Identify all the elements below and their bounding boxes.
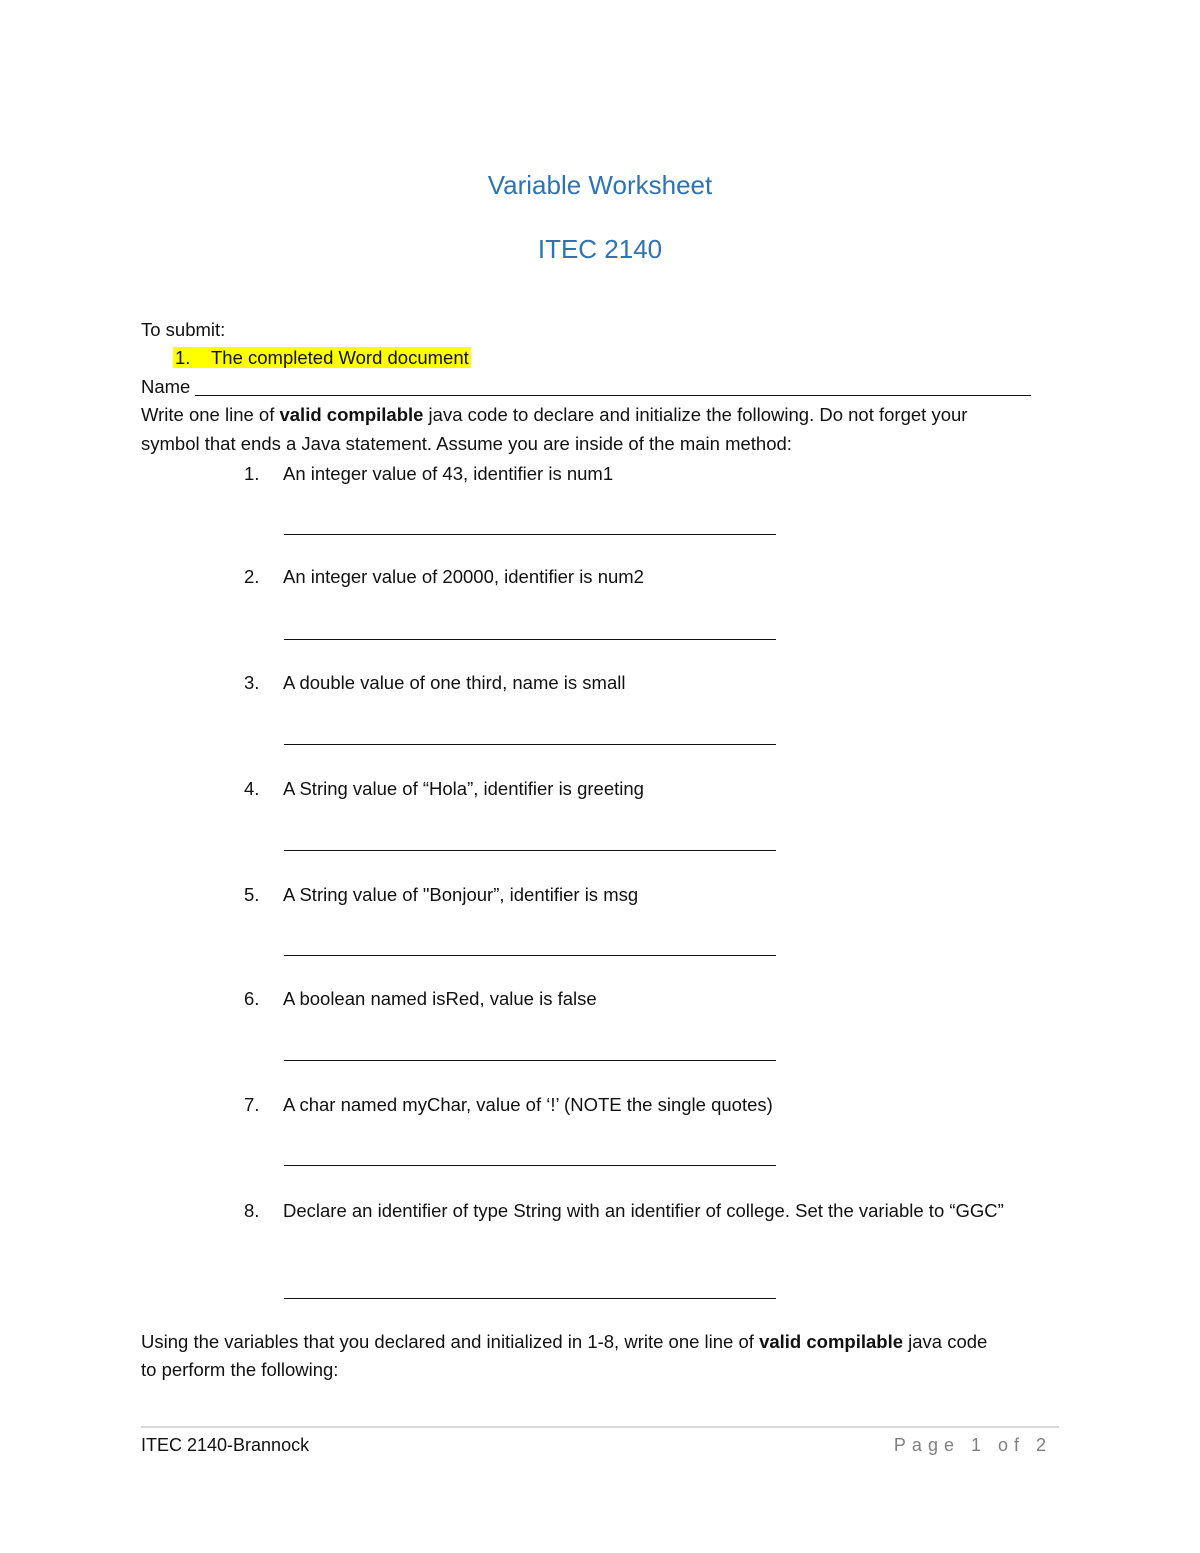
name-label: Name bbox=[141, 376, 191, 397]
question-number: 7. bbox=[244, 1094, 260, 1115]
question-text: A boolean named isRed, value is false bbox=[283, 988, 597, 1009]
question-text: Declare an identifier of type String with an identifier of college. Set the variable to “GGC” bbox=[283, 1200, 1004, 1221]
instructions-text-a: Write one line of bbox=[141, 404, 280, 425]
submit-item-text: The completed Word document bbox=[211, 347, 469, 368]
question-number: 3. bbox=[244, 672, 260, 693]
instructions-bold: valid compilable bbox=[279, 404, 424, 425]
course-code: ITEC 2140 bbox=[537, 234, 663, 264]
answer-line[interactable] bbox=[284, 1060, 776, 1061]
closing-text-b: java code bbox=[903, 1331, 988, 1352]
submit-label: To submit: bbox=[141, 319, 226, 340]
answer-line[interactable] bbox=[284, 1165, 776, 1166]
document-title: Variable Worksheet bbox=[487, 170, 713, 200]
instructions-line-1 bbox=[141, 401, 967, 429]
answer-line[interactable] bbox=[284, 744, 776, 745]
footer-page-number: Page 1 of 2 bbox=[893, 1435, 1052, 1455]
submit-item-number: 1. bbox=[175, 347, 191, 368]
question-text: A char named myChar, value of ‘!’ (NOTE the single quotes) bbox=[283, 1094, 773, 1115]
submit-item-highlight bbox=[173, 347, 471, 368]
closing-line-2: to perform the following: bbox=[141, 1359, 339, 1380]
question-number: 5. bbox=[244, 884, 260, 905]
question-number: 1. bbox=[244, 463, 260, 484]
question-text: A double value of one third, name is small bbox=[283, 672, 626, 693]
closing-bold: valid compilable bbox=[759, 1331, 903, 1352]
closing-line-1 bbox=[141, 1328, 987, 1356]
answer-line[interactable] bbox=[284, 850, 776, 851]
question-text: An integer value of 43, identifier is num1 bbox=[283, 463, 614, 484]
submit-item bbox=[173, 344, 471, 372]
question-number: 2. bbox=[244, 566, 260, 587]
question-text: A String value of “Hola”, identifier is greeting bbox=[283, 778, 644, 799]
instructions-text-b: java code to declare and initialize the following. Do not forget your bbox=[423, 404, 968, 425]
question-number: 8. bbox=[244, 1200, 260, 1221]
name-input-line[interactable] bbox=[195, 395, 1031, 396]
answer-line[interactable] bbox=[284, 955, 776, 956]
instructions-line-2: symbol that ends a Java statement. Assume you are inside of the main method: bbox=[141, 433, 792, 454]
footer-author: ITEC 2140-Brannock bbox=[141, 1435, 310, 1455]
answer-line[interactable] bbox=[284, 639, 776, 640]
question-number: 4. bbox=[244, 778, 260, 799]
question-text: A String value of "Bonjour”, identifier is msg bbox=[283, 884, 639, 905]
question-text: An integer value of 20000, identifier is num2 bbox=[283, 566, 644, 587]
answer-line[interactable] bbox=[284, 1298, 776, 1299]
question-number: 6. bbox=[244, 988, 260, 1009]
closing-text-a: Using the variables that you declared and initialized in 1-8, write one line of bbox=[141, 1331, 760, 1352]
answer-line[interactable] bbox=[284, 534, 776, 535]
footer-divider bbox=[141, 1426, 1059, 1428]
